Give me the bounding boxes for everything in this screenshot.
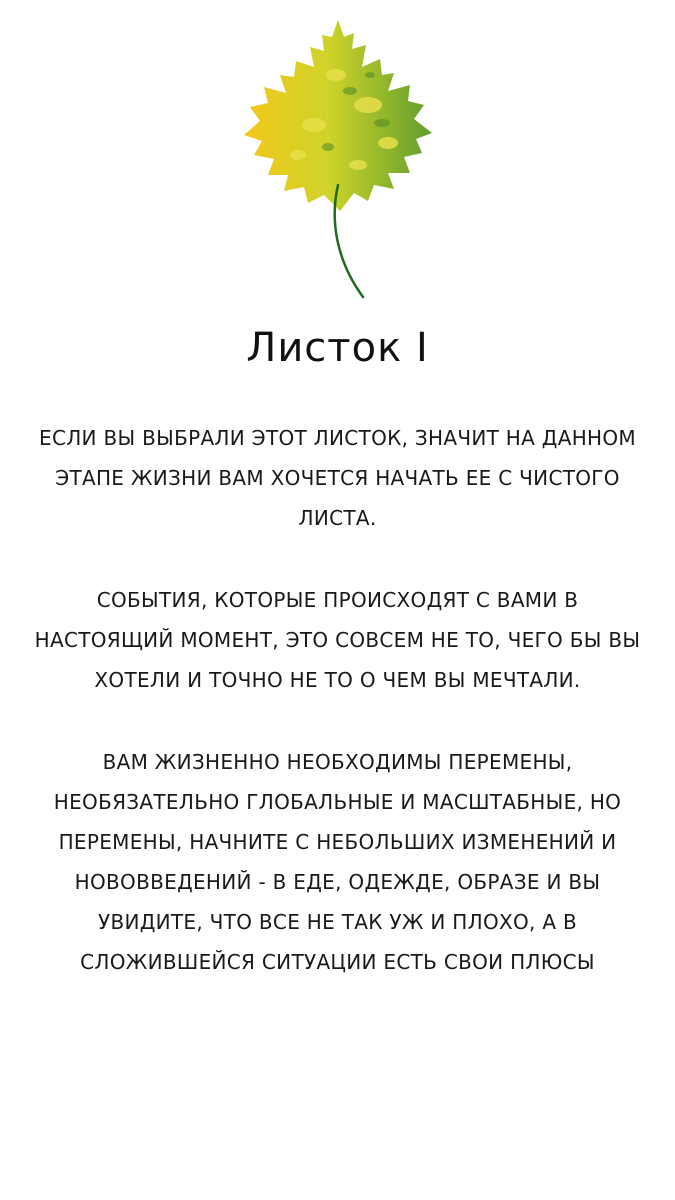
description bbox=[30, 418, 645, 1024]
paragraph-changes: ВАМ ЖИЗНЕННО НЕОБХОДИМЫ ПЕРЕМЕНЫ, НЕОБЯЗАТЕЛЬНО ГЛОБАЛЬНЫЕ И МАСШТАБНЫЕ, НО ПЕРЕМЕНЫ, НАЧНИТЕ С НЕБОЛЬШИХ ИЗМЕНЕНИЙ И НОВОВВЕДЕНИЙ - В ЕДЕ, ОДЕЖДЕ, ОБРАЗЕ И ВЫ УВИДИТЕ, ЧТО ВСЕ НЕ ТАК УЖ И ПЛОХО, А В СЛОЖИВШЕЙСЯ СИТУАЦИИ ЕСТЬ СВОИ ПЛЮСЫ bbox=[53, 750, 622, 974]
leaf-illustration bbox=[0, 15, 675, 305]
paragraph-choice: ЕСЛИ ВЫ ВЫБРАЛИ ЭТОТ ЛИСТОК, ЗНАЧИТ НА ДАННОМ ЭТАПЕ ЖИЗНИ ВАМ ХОЧЕТСЯ НАЧАТЬ ЕЕ С ЧИСТОГО ЛИСТА. bbox=[39, 426, 636, 530]
paragraph-events: СОБЫТИЯ, КОТОРЫЕ ПРОИСХОДЯТ С ВАМИ В НАСТОЯЩИЙ МОМЕНТ, ЭТО СОВСЕМ НЕ ТО, ЧЕГО БЫ ВЫ ХОТЕЛИ И ТОЧНО НЕ ТО О ЧЕМ ВЫ МЕЧТАЛИ. bbox=[34, 588, 641, 692]
maple-leaf-icon bbox=[218, 15, 458, 305]
page-title: Листок I bbox=[246, 325, 429, 371]
